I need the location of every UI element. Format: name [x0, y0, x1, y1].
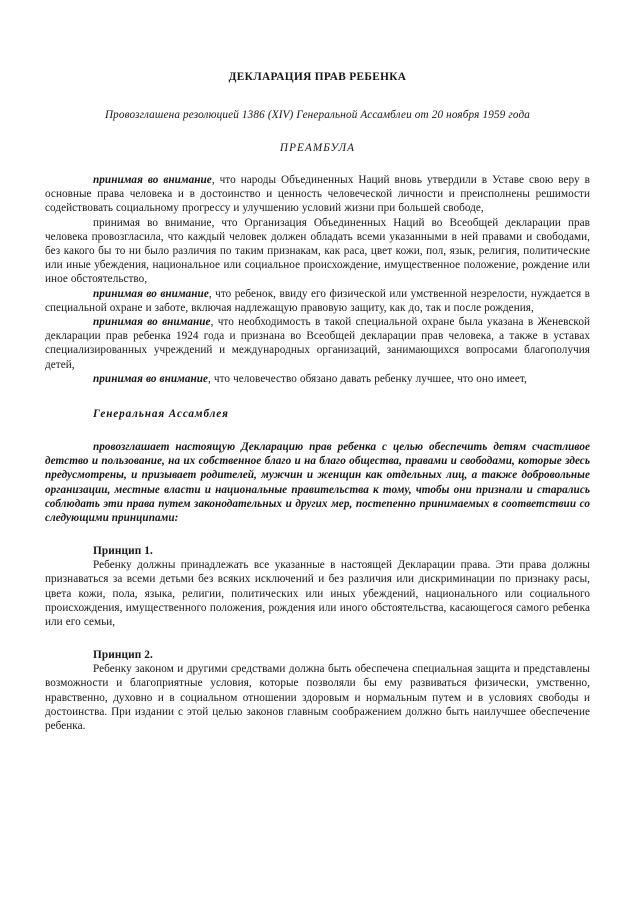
principle-text-1: Ребенку должны принадлежать все указанные в настоящей Декларации права. Эти права должны признаваться за всеми детьми без всяких исключений и без различия или дискриминации по признаку расы, цвета кожи, пола, языка, религии, политических или иных убеждений, национального или социального происхождения, имущественного положения, рождения или иного обстоятельства, касающегося самого ребенка или его семьи,	[45, 559, 590, 629]
principle-heading-1: Принцип 1.	[93, 545, 153, 558]
spacer	[45, 421, 590, 440]
preamble-paragraph-1	[45, 173, 590, 216]
proclamation-paragraph: провозглашает настоящую Декларацию прав ребенка с целью обеспечить детям счастливое детство и пользование, на их собственное благо и на благо общества, правами и свободами, которые здесь предусмотрены, и призывает родителей, мужчин и женщин как отдельных лиц, а также добровольные организации, местные власти и национальные правительства к тому, чтобы они признали и старались соблюдать эти права путем законодательных и других мер, постепенно принимаемых в соответствии со следующими принципами:	[45, 441, 590, 525]
paragraph-lead-in: принимая во внимание	[93, 216, 212, 229]
paragraph-text: , что народы Объединенных Наций вновь утвердили в Уставе свою веру в основные права человека и в достоинство и ценность человеческой личности и преисполнены решимости содействовать социальному прогрессу и улучшению условий жизни при большей свободе,	[45, 174, 590, 215]
spacer	[45, 386, 590, 407]
document-body	[45, 70, 590, 733]
spacer	[45, 629, 590, 648]
preamble-paragraph-4	[45, 315, 590, 372]
document-subtitle: Провозглашена резолюцией 1386 (XIV) Генеральной Ассамблеи от 20 ноября 1959 года	[104, 109, 531, 121]
paragraph-lead-in: принимая во внимание	[93, 316, 211, 329]
paragraph-lead-in: принимая во внимание	[93, 287, 209, 300]
preamble-paragraph-5	[45, 372, 590, 386]
assembly-heading: Генеральная Ассамблея	[93, 408, 229, 421]
preamble-paragraph-3	[45, 287, 590, 315]
paragraph-text: , что человечество обязано давать ребенку лучшее, что оно имеет,	[208, 372, 527, 385]
principle-text-2: Ребенку законом и другими средствами должна быть обеспечена специальная защита и представлены возможности и благоприятные условия, которые позволяли бы ему развиваться физически, умственно, нравственно, духовно и в социальном отношении здоровым и нормальным путем и в условиях свободы и достоинства. При издании с этой целью законов главным соображением должно быть наилучшее обеспечение ребенка.	[45, 663, 590, 733]
paragraph-text: , что необходимость в такой специальной охране была указана в Женевской декларации прав ребенка 1924 года и признана во Всеобщей декларации прав человека, а также в уставах специализированных учреждений и международных организаций, занимающихся вопросами благополучия детей,	[45, 316, 590, 371]
page-title: ДЕКЛАРАЦИЯ ПРАВ РЕБЕНКА	[228, 71, 407, 83]
paragraph-lead-in: принимая во внимание	[93, 372, 209, 385]
principle-heading-2: Принцип 2.	[93, 649, 153, 662]
spacer	[45, 525, 590, 544]
paragraph-text: , что Организация Объединенных Наций во Всеобщей декларации прав человека провозгласила, что каждый человек должен обладать всеми указанными в ней правами и свободами, без какого бы то ни было различия по таким признакам, как раса, цвет кожи, пол, язык, религия, политические или иные убеждения, национальное или социальное происхождение, имущественное положение, рождение или иное обстоятельство,	[45, 216, 590, 286]
paragraph-text: , что ребенок, ввиду его физической или умственной незрелости, нуждается в специальной охране и заботе, включая надлежащую правовую защиту, как до, так и после рождения,	[45, 287, 590, 314]
section-heading-preamble: ПРЕАМБУЛА	[279, 142, 356, 154]
preamble-paragraph-2	[45, 216, 590, 287]
paragraph-lead-in: принимая во внимание	[93, 174, 212, 186]
